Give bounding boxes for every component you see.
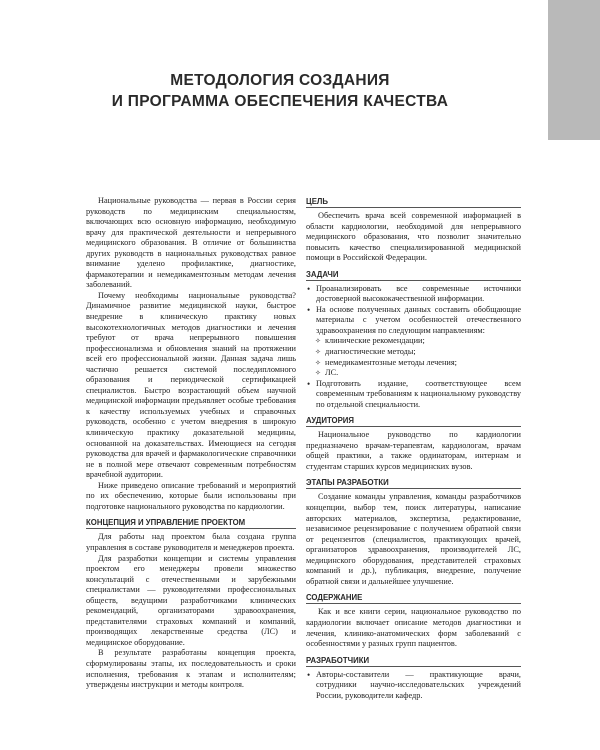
heading-goal: ЦЕЛЬ xyxy=(306,196,521,208)
goal-paragraph: Обеспечить врача всей современной информацией в области кардиологии, необходимой для непрерывного медицинского образования, что позволит значительно повысить качество специализированной медицинской помощи в Российской Федерации. xyxy=(306,211,521,263)
page-title-line-1: МЕТОДОЛОГИЯ СОЗДАНИЯ xyxy=(170,72,390,89)
page-title-line-2: И ПРОГРАММА ОБЕСПЕЧЕНИЯ КАЧЕСТВА xyxy=(111,93,449,110)
concept-paragraph-3: В результате разработаны концепция проекта, сформулированы этапы, их последовательность и сроки исполнения, требования к этапам и исполнителям; утверждены инструкции и методы контроля. xyxy=(86,648,296,690)
why-paragraph: Почему необходимы национальные руководства? Динамичное развитие медицинской науки, быстрое внедрение в клиническую практику новых высокотехнологичных методов диагностики и лечения требуют от врача непрерывного повышения профессионализма и обновления знаний на протяжении всей его профессиональной жизни. Данная задача лишь частично решается системой последипломного образования и периодической сертификацией специалистов. Быстро возрастающий объем научной медицинской информации предъявляет особые требования к качеству используемых учебных и справочных руководств, особенно с учетом внедрения в широкую клиническую практику доказательной медицины, основанной на доказательствах. Имеющиеся на сегодня руководства для врачей и фармакологические справочники не в полной мере отвечают современным потребностям врачебной аудитории. xyxy=(86,290,296,480)
heading-audience: АУДИТОРИЯ xyxy=(306,415,521,427)
intro-paragraph: Национальные руководства — первая в России серия руководств по медицинским специальностям, включающих всю основную информацию, необходимую врачу для практической деятельности и непрерывного медицинского образования. В отличие от большинства других руководств в национальных руководствах равное внимание уделено профилактике, диагностике, фармакотерапии и немедикаментозным методам лечения заболеваний. xyxy=(86,196,296,290)
heading-authors: РАЗРАБОТЧИКИ xyxy=(306,655,521,667)
task-item: • Подготовить издание, соответствующее всем современным требованиям к национальному руководству по отдельной специальности. xyxy=(306,379,521,411)
heading-concept: КОНЦЕПЦИЯ И УПРАВЛЕНИЕ ПРОЕКТОМ xyxy=(86,517,296,529)
task-item-text: На основе полученных данных составить обобщающие материалы с учетом особенностей отечественного здравоохранения по следующим направлениям: xyxy=(316,304,521,335)
task-subitem: ✧ ЛС. xyxy=(306,368,521,379)
heading-contents: СОДЕРЖАНИЕ xyxy=(306,592,521,604)
stages-paragraph: Создание команды управления, команды разработчиков концепции, выбор тем, поиск литературы, написание авторских материалов, экспертиза, редактирование, независимое рецензирование с получением обратной связи от рецензентов (специалистов, практикующих врачей, организаторов здравоохранения, производителей ЛС, медицинского оборудования, представителей страховых компаний и др.), публикация, внедрение, получение обратной связи и дальнейшее улучшение. xyxy=(306,492,521,586)
task-item: • Проанализировать все современные источники достоверной высококачественной информации. xyxy=(306,284,521,305)
heading-tasks: ЗАДАЧИ xyxy=(306,269,521,281)
heading-stages: ЭТАПЫ РАЗРАБОТКИ xyxy=(306,477,521,489)
contents-paragraph: Как и все книги серии, национальное руководство по кардиологии включает описание методов диагностики и лечения, клинико-анатомических форм заболеваний с особенностями у разных групп пациентов. xyxy=(306,607,521,649)
authors-list xyxy=(306,670,521,702)
below-paragraph: Ниже приведено описание требований и мероприятий по их обеспечению, которые были использованы при подготовке национального руководства по кардиологии. xyxy=(86,480,296,511)
task-subitem: ✧ немедикаментозные методы лечения; xyxy=(306,358,521,369)
audience-paragraph: Национальное руководство по кардиологии предназначено врачам-терапевтам, кардиологам, врачам общей практики, а также ординаторам, интернам и студентам старших курсов медицинских вузов. xyxy=(306,430,521,471)
concept-paragraph-2: Для разработки концепции и системы управления проектом его менеджеры провели множество консультаций с отечественными и зарубежными специалистами — руководителями профессиональных обществ, ведущими разработчиками клинических рекомендаций, организаторами здравоохранения, представителями страховых компаний и компаний, производящих лекарственные средства (ЛС) и медицинское оборудование. xyxy=(86,553,296,647)
authors-item: • Авторы-составители — практикующие врачи, сотрудники научно-исследовательских учреждений России, руководители кафедр. xyxy=(306,670,521,702)
task-subitem: ✧ клинические рекомендации; xyxy=(306,336,521,347)
task-sublist xyxy=(306,336,521,378)
page-edge-tab xyxy=(548,0,600,140)
page-title xyxy=(60,70,500,112)
right-column xyxy=(306,196,521,701)
tasks-list xyxy=(306,284,521,411)
concept-paragraph-1: Для работы над проектом была создана группа управления в составе руководителя и менеджеров проекта. xyxy=(86,532,296,552)
task-item xyxy=(306,305,521,379)
task-subitem: ✧ диагностические методы; xyxy=(306,347,521,358)
left-column xyxy=(86,196,296,691)
